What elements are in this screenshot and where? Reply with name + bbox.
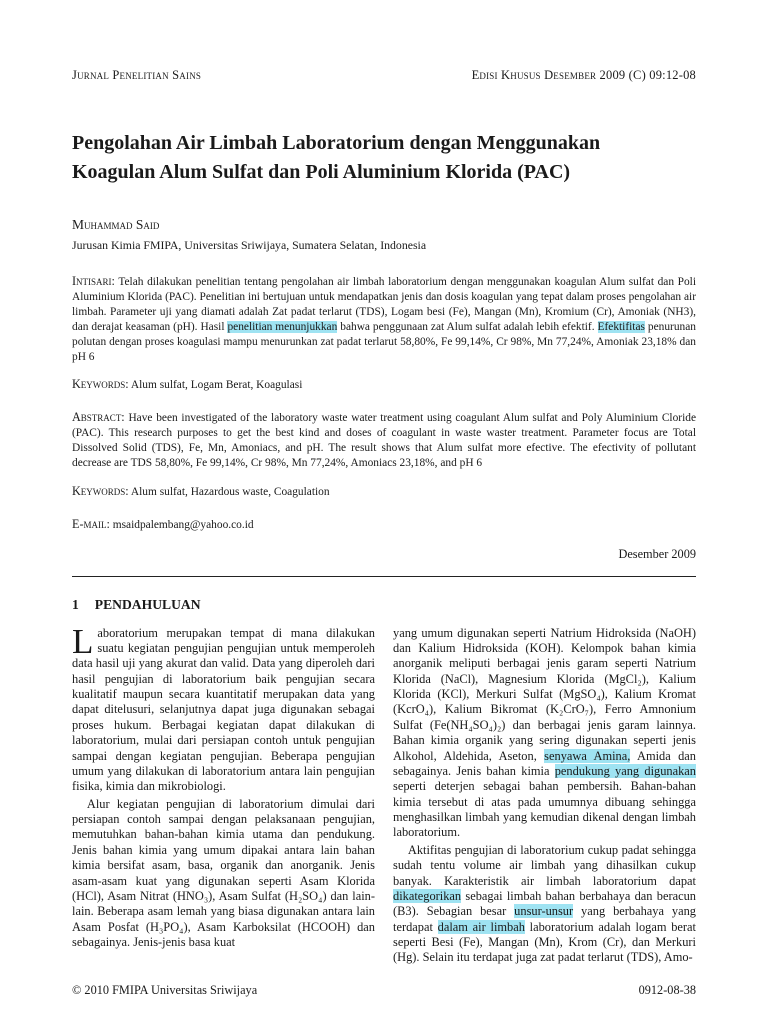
section-divider bbox=[72, 576, 696, 577]
running-head bbox=[72, 68, 696, 83]
page-id: 0912-08-38 bbox=[638, 983, 696, 997]
copyright-notice: © 2010 FMIPA Universitas Sriwijaya bbox=[72, 983, 258, 997]
keywords-line-id bbox=[72, 376, 696, 393]
keywords-label: Keywords: bbox=[72, 377, 129, 392]
left-column bbox=[72, 621, 375, 966]
front-matter bbox=[72, 273, 696, 562]
intisari-label: Intisari: bbox=[72, 274, 115, 288]
intisari-text: Telah dilakukan penelitian tentang pengolahan air limbah laboratorium dengan menggunakan koagulan Alum sulfat dan Poli Aluminium Klorida (PAC). Penelitian ini bertujuan untuk mendapatkan jenis dan dosis koagulan yang tepat dalam proses pengolahan air limbah. Parameter uji yang diamati adalah Zat padat terlarut (TDS), Logam besi (Fe), Mangan (Mn), Kromium (Cr), Amoniak (NH3), dan derajat keasaman (pH). Hasil penelitian menunjukkan bahwa penggunaan zat Alum sulfat adalah lebih efektif. Efektifitas penurunan polutan dengan proses koagulasi mampu menurunkan zat padat terlarut 58,80%, Fe 99,14%, Cr 98%, Mn 77,24%, Amoniak 23,18% dan pH 6 bbox=[72, 276, 696, 364]
paragraph-text: aboratorium merupakan tempat di mana dilakukan suatu kegiatan pengujian pengujian untuk memperoleh data hasil uji yang akurat dan valid. Data yang diperoleh dari hasil pengujian di laboratorium baik pengujian secara kualitatif maupun secara kuantitatif merupakan data yang dapat ditelusuri, selanjutnya dapat juga digunakan sebagai proses hukum. Berbagai kegiatan dapat dilakukan di laboratorium, mulai dari persiapan contoh untuk pengujian sampai dengan kegiatan pengujian. Beberapa pengujian umum yang dilakukan di laboratorium antara lain pengujian fisika, kimia dan mikrobiologi. bbox=[72, 625, 375, 794]
author-name: Muhammad Said bbox=[72, 217, 160, 232]
body-paragraph: Aktifitas pengujian di laboratorium cukup padat sehingga sudah tentu volume air limbah yang dihasilkan cukup banyak. Karakteristik air limbah laboratorium dapat dikategorikan sebagai limbah bahan berbahaya dan beracun (B3). Sebagian besar unsur-unsur yang berbahaya yang terdapat dalam air limbah laboratorium adalah logam berat seperti Besi (Fe), Mangan (Mn), Krom (Cr), dan Merkuri (Hg). Selain itu terdapat juga zat padat terlarut (TDS), Amo- bbox=[393, 842, 696, 965]
body-paragraph bbox=[72, 621, 375, 795]
body-paragraph: yang umum digunakan seperti Natrium Hidroksida (NaOH) dan Kalium Hidroksida (KOH). Kelompok bahan kimia anorganik meliputi berbagai jenis garam seperti Natrium Klorida (NaCl), Magnesium Klorida (MgCl₂), Kalium Klorida (KCl), Merkuri Sulfat (MgSO₄), Kalium Kromat (KcrO₄), Kalium Bikromat (K₂CrO₇), Ferro Amnonium Sulfat (Fe(NH₄SO₄)₂) dan berbagai jenis garam lainnya. Bahan kimia organik yang sering digunakan seperti jenis Alkohol, Aldehida, Aseton, senyawa Amina, Amida dan sebagainya. Jenis bahan kimia pendukung yang digunakan seperti deterjen sebagai bahan pembersih. Bahan-bahan kimia tersebut di atas pada umumnya dibuang sehingga menghasilkan limbah yang kemudian dikenal dengan limbah laboratorium. bbox=[393, 625, 697, 840]
abstract-label: Abstract: bbox=[72, 410, 125, 425]
right-column bbox=[393, 626, 696, 966]
paper-title: Pengolahan Air Limbah Laboratorium dengan Menggunakan Koagulan Alum Sulfat dan Poli Aluminium Klorida (PAC) bbox=[72, 132, 601, 183]
keywords-text: Alum sulfat, Logam Berat, Koagulasi bbox=[130, 379, 303, 392]
issue-date: Desember 2009 bbox=[618, 546, 696, 561]
email-line bbox=[72, 516, 696, 533]
keywords-line-en bbox=[72, 483, 696, 500]
two-column-body bbox=[72, 621, 697, 966]
section-heading bbox=[72, 597, 696, 613]
drop-cap: L bbox=[72, 621, 94, 661]
abstract-paragraph bbox=[72, 409, 696, 471]
email-address: msaidpalembang@yahoo.co.id bbox=[112, 518, 254, 531]
keywords-label-2: Keywords: bbox=[72, 483, 129, 498]
body-paragraph: Alur kegiatan pengujian di laboratorium dimulai dari persiapan contoh sampai dengan pelaksanaan pengujian, memutuhkan bahan-bahan kimia utama dan pendukung. Jenis bahan kimia yang umum dipakai antara lain bahan kimia bersifat asam, basa, organik dan anorganik. Jenis asam-asam kuat yang digunakan seperti Asam Klorida (HCl), Asam Nitrat (HNO₃), Asam Sulfat (H₂SO₄) dan lain-lain. Beberapa asam lemah yang biasa digunakan antara lain Asam Posfat (H₃PO₄), Asam Karboksilat (HCOOH) dan sebagainya. Jenis-jenis basa kuat bbox=[72, 796, 375, 950]
keywords-text-2: Alum sulfat, Hazardous waste, Coagulation bbox=[130, 485, 330, 498]
page-footer bbox=[72, 983, 696, 998]
section-number: 1 bbox=[72, 596, 79, 612]
issue-info: Edisi Khusus Desember 2009 (C) 09:12-08 bbox=[471, 68, 696, 82]
email-label: E-mail: bbox=[72, 516, 110, 531]
author-affiliation: Jurusan Kimia FMIPA, Universitas Sriwijaya, Sumatera Selatan, Indonesia bbox=[72, 238, 427, 252]
section-title: PENDAHULUAN bbox=[94, 596, 201, 612]
journal-name: Jurnal Penelitian Sains bbox=[72, 68, 202, 82]
abstract-text: Have been investigated of the laboratory waste water treatment using coagulant Alum sulfat and Poly Aluminium Cloride (PAC). This research purposes to get the best kind and doses of coagulant in waste waster treatment. Parameter focus are Total Dissolved Solid (TDS), Fe, Mn, Amoniacs, and pH. The result shows that Alum sulfat more efective. The efectivity of pollutant decrease are TDS 58,80%, Fe 99,14%, Cr 98%, Mn 77,24%, Amoniacs 23,18%, and pH 6 bbox=[72, 412, 696, 470]
intisari-paragraph bbox=[72, 273, 696, 365]
